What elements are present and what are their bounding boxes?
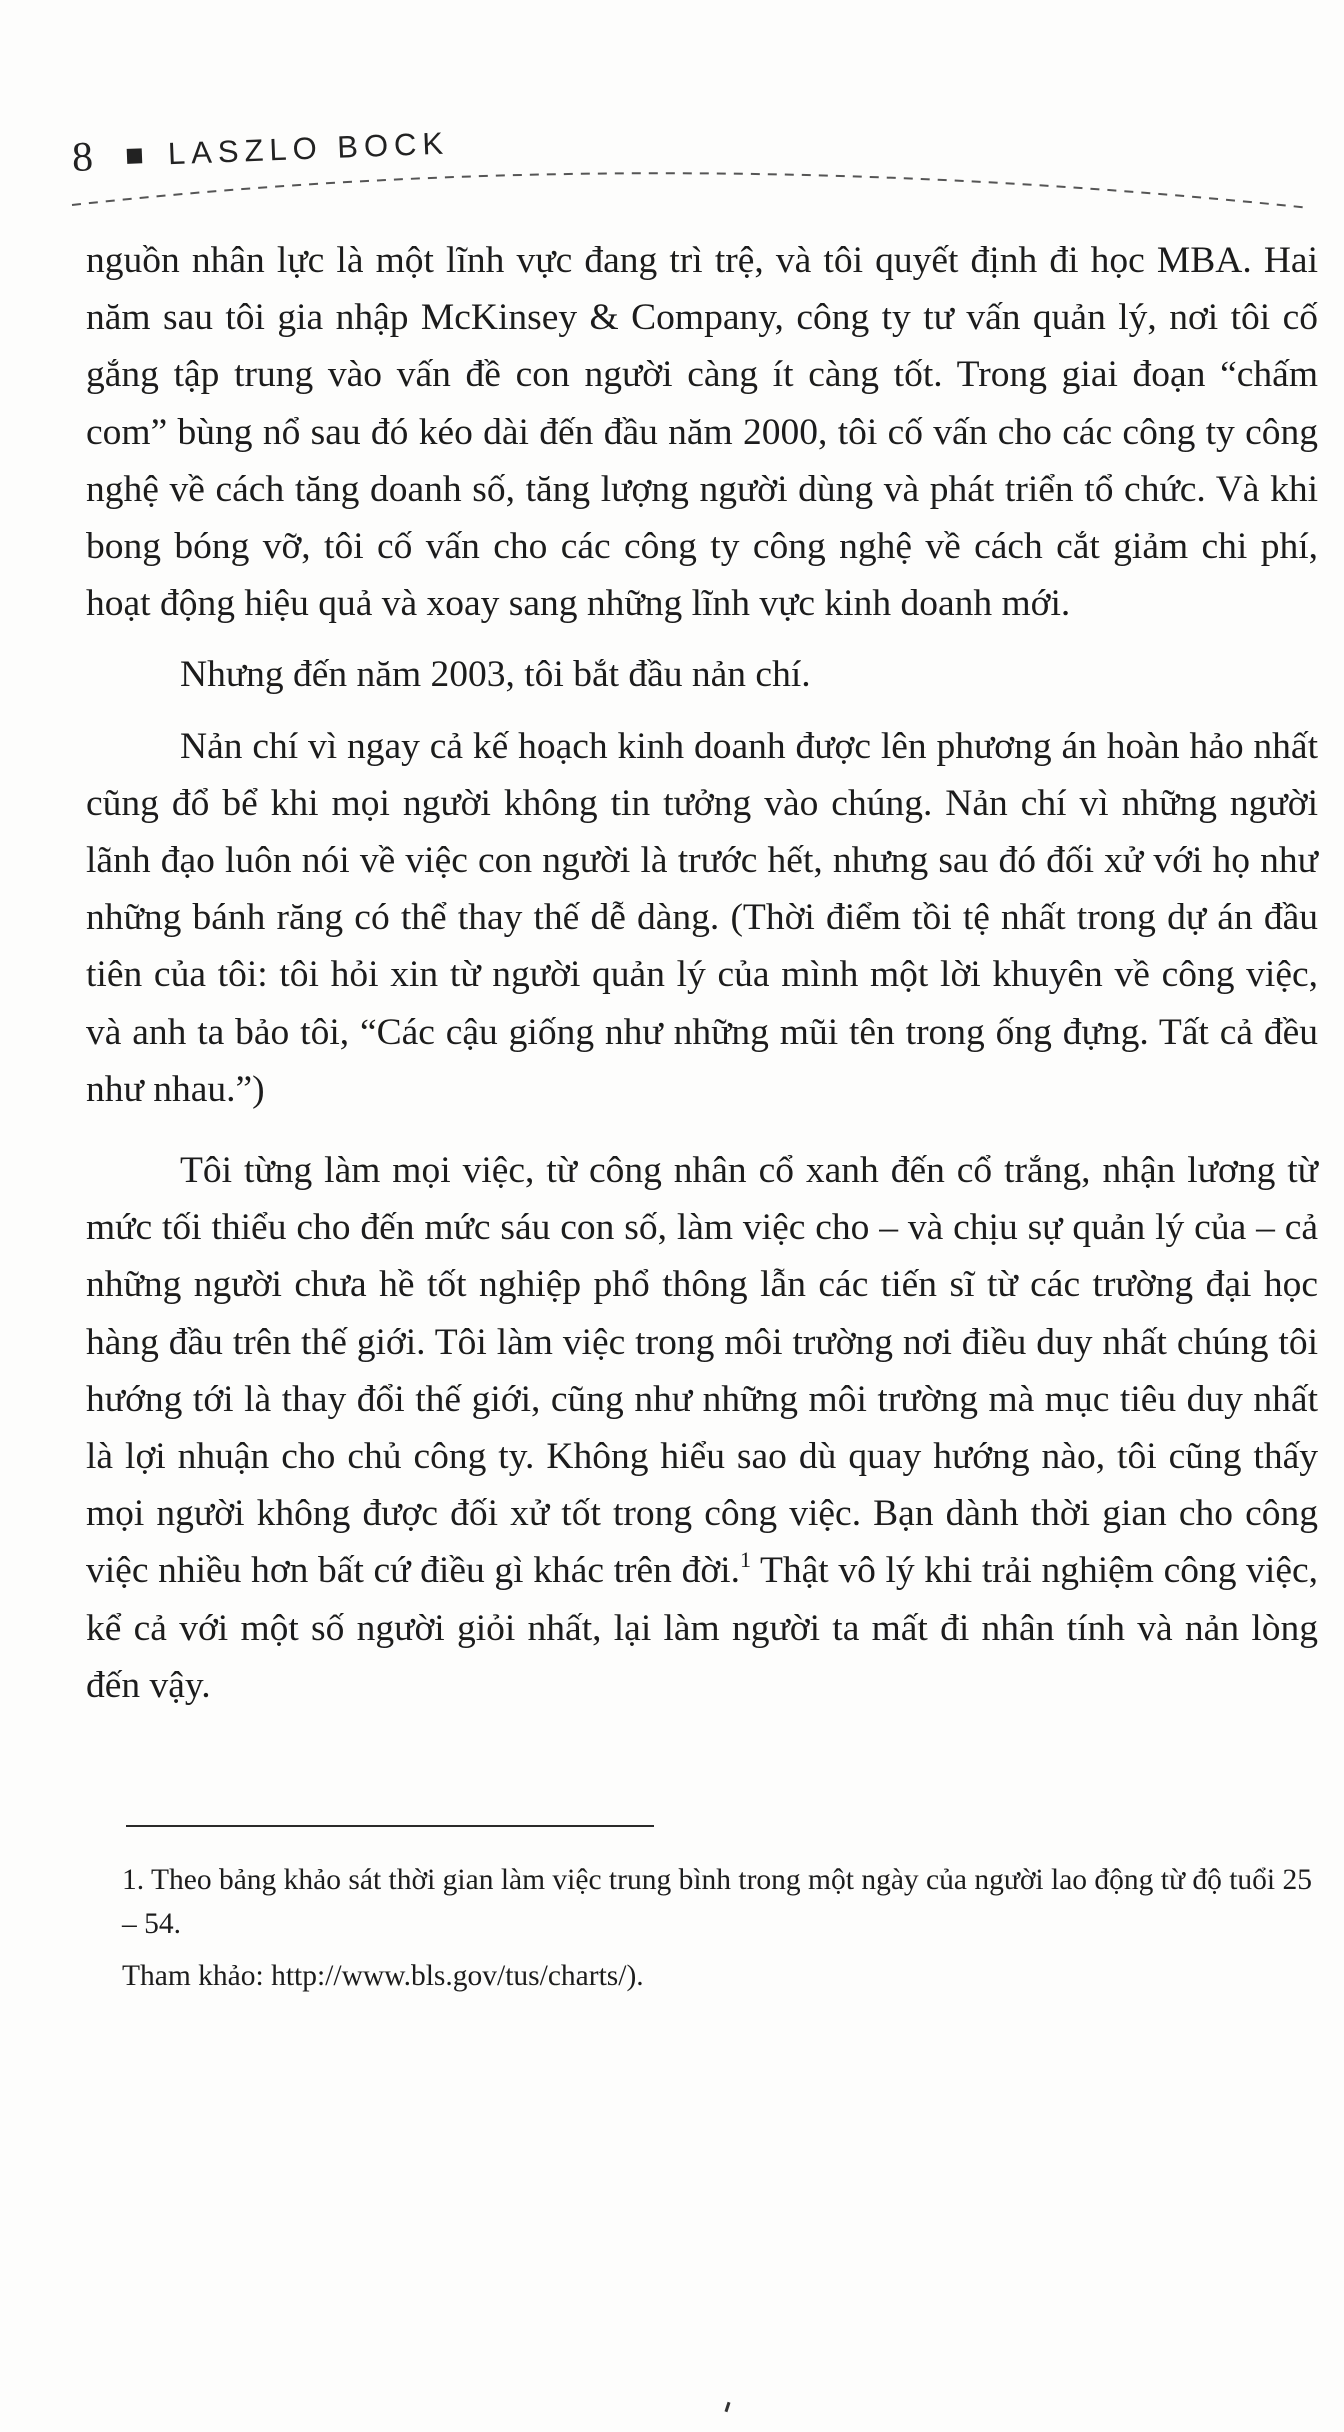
body-text — [86, 232, 1318, 1714]
paragraph-4-text-end: Thật vô lý khi trải nghiệm công việc, kể cả với một số người giỏi nhất, lại làm người ta mất đi nhân tính và nản lòng đến vậy. — [86, 1550, 1319, 1706]
paragraph-1: nguồn nhân lực là một lĩnh vực đang trì trệ, và tôi quyết định đi học MBA. Hai năm sau tôi gia nhập McKinsey & Company, công ty tư vấn quản lý, nơi tôi cố gắng tập trung vào vấn đề con người càng ít càng tốt. Trong giai đoạn “chấm com” bùng nổ sau đó kéo dài đến đầu năm 2000, tôi cố vấn cho các công ty công nghệ về cách tăng doanh số, tăng lượng người dùng và phát triển tổ chức. Và khi bong bóng vỡ, tôi cố vấn cho các công ty công nghệ về cách cắt giảm chi phí, hoạt động hiệu quả và xoay sang những lĩnh vực kinh doanh mới. — [86, 240, 1318, 625]
footnote-1: 1. Theo bảng khảo sát thời gian làm việc trung bình trong một ngày của người lao động từ độ tuổi 25 – 54. — [122, 1864, 1312, 1940]
paragraph-2: Nhưng đến năm 2003, tôi bắt đầu nản chí. — [180, 654, 811, 696]
paragraph-4 — [86, 1142, 1318, 1714]
running-head-author: LASZLO BOCK — [167, 125, 450, 172]
paragraph-3: Nản chí vì ngay cả kế hoạch kinh doanh được lên phương án hoàn hảo nhất cũng đổ bể khi mọi người không tin tưởng vào chúng. Nản chí vì những người lãnh đạo luôn nói về việc con người là trước hết, nhưng sau đó đối xử với họ như những bánh răng có thể thay thế dễ dàng. (Thời điểm tồi tệ nhất trong dự án đầu tiên của tôi: tôi hỏi xin từ người quản lý của mình một lời khuyên về công việc, và anh ta bảo tôi, “Các cậu giống như những mũi tên trong ống đựng. Tất cả đều như nhau.”) — [86, 725, 1318, 1110]
footnote-source: Tham khảo: http://www.bls.gov/tus/charts/). — [122, 1960, 644, 1992]
bullet-square-icon — [127, 148, 143, 164]
stray-ink-mark — [725, 2402, 731, 2412]
footnote-reference[interactable]: 1 — [739, 1547, 751, 1573]
paragraph-4-text-start: Tôi từng làm mọi việc, từ công nhân cổ xanh đến cổ trắng, nhận lương từ mức tối thiểu cho đến mức sáu con số, làm việc cho – và chịu sự quản lý của – cả những người chưa hề tốt nghiệp phổ thông lẫn các tiến sĩ từ các trường đại học hàng đầu trên thế giới. Tôi làm việc trong môi trường nơi điều duy nhất chúng tôi hướng tới là thay đổi thế giới, cũng như những môi trường mà mục tiêu duy nhất là lợi nhuận cho chủ công ty. Không hiểu sao dù quay hướng nào, tôi cũng thấy mọi người không được đối xử tốt trong công việc. Bạn dành thời gian cho công việc nhiều hơn bất cứ điều gì khác trên đời. — [86, 1150, 1318, 1592]
page-number: 8 — [71, 134, 94, 181]
footnote-separator — [126, 1825, 654, 1827]
footnotes — [122, 1858, 1322, 1998]
running-head — [71, 114, 450, 188]
